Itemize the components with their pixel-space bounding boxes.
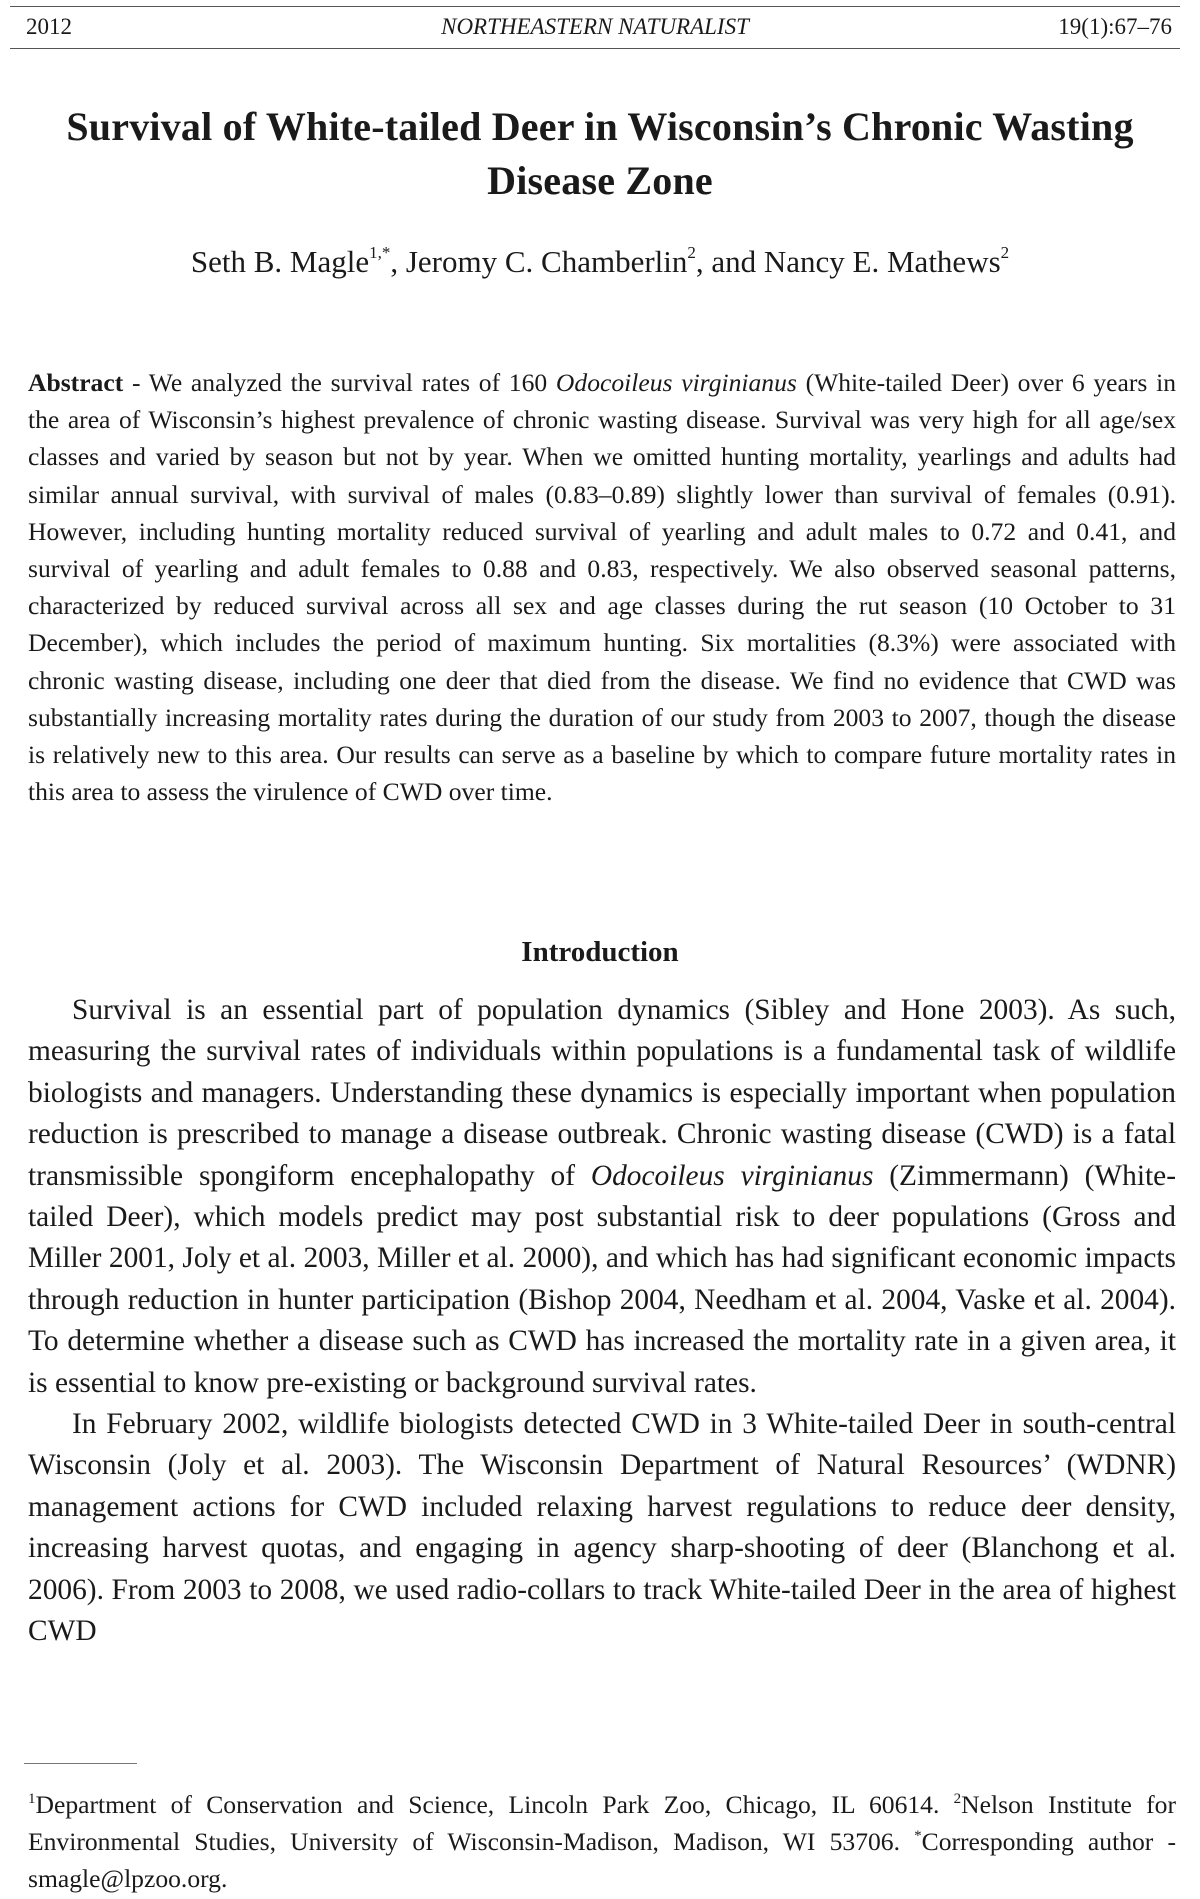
header-rule	[10, 48, 1180, 49]
author-separator: ,	[390, 244, 406, 279]
author-name: Seth B. Magle	[190, 244, 370, 279]
author-name: Nancy E. Mathews	[763, 244, 1001, 279]
author-affiliation-mark: 2	[687, 243, 696, 262]
species-name: Odocoileus virginianus	[590, 1159, 874, 1192]
paragraph-text: Survival is an essential part of population dynamics (Sibley and Hone 2003). As such, measuring the survival rates of individuals within populations is a fundamental task of wildlife biologists and managers. Understanding these dynamics is especially important when population reduction is prescribed to manage a disease outbreak. Chronic wasting disease (CWD) is a fatal transmissible spongiform encephalopathy of	[28, 994, 1176, 1192]
footnote-text: Department of Conservation and Science, Lincoln Park Zoo, Chicago, IL 60614.	[35, 1790, 954, 1819]
author-name: Jeromy C. Chamberlin	[405, 244, 688, 279]
abstract-text: (White-tailed Deer) over 6 years in the area of Wisconsin’s highest prevalence of chronic wasting disease. Survival was very high for all age/sex classes and varied by season but not by year. When we omitted hunting mortality, yearlings and adults had similar annual survival, with survival of males (0.83–0.89) slightly lower than survival of females (0.91). However, including hunting mortality reduced survival of yearling and adult males to 0.72 and 0.41, and survival of yearling and adult females to 0.88 and 0.83, respectively. We also observed seasonal patterns, characterized by reduced survival across all sex and age classes during the rut season (10 October to 31 December), which includes the period of maximum hunting. Six mortalities (8.3%) were associated with chronic wasting disease, including one deer that died from the disease. We find no evidence that CWD was substantially increasing mortality rates during the duration of our study from 2003 to 2007, though the disease is relatively new to this area. Our results can serve as a baseline by which to compare future mortality rates in this area to assess the virulence of CWD over time.	[28, 368, 1177, 807]
paragraph-text: (Zimmermann) (White-tailed Deer), which models predict may post substantial risk to deer populations (Gross and Miller 2001, Joly et al. 2003, Miller et al. 2000), and which has had significant economic impacts through reduction in hunter participation (Bishop 2004, Needham et al. 2004, Vaske et al. 2004). To determine whether a disease such as CWD has increased the mortality rate in a given area, it is essential to know pre-existing or background survival rates.	[28, 1159, 1176, 1399]
abstract-label: Abstract	[28, 368, 124, 397]
footnote-text: Nelson Institute for Environmental Studies, University of Wisconsin-Madison, Madison, WI 53706.	[28, 1790, 1176, 1856]
paragraph	[28, 990, 1176, 1404]
species-name: Odocoileus virginianus	[555, 368, 797, 397]
abstract-text: We analyzed the survival rates of 160	[148, 368, 556, 397]
top-rule	[10, 6, 1180, 7]
introduction-body	[28, 990, 1176, 1653]
running-head	[10, 12, 1180, 42]
section-heading-introduction: Introduction	[521, 936, 679, 968]
abstract-dash: -	[123, 368, 149, 397]
author-separator: , and	[695, 244, 764, 279]
author-list	[60, 242, 1140, 282]
abstract	[28, 364, 1176, 810]
footnote-rule	[24, 1763, 137, 1764]
article-title: Survival of White-tailed Deer in Wisconsin’s Chronic Wasting Disease Zone	[66, 104, 1134, 203]
footnote-mark: 2	[953, 1791, 962, 1807]
footnote-text: Corresponding author - smagle@lpzoo.org.	[28, 1827, 1176, 1893]
footnote-mark: 1	[28, 1791, 36, 1807]
running-head-year: 2012	[26, 14, 72, 39]
footnote	[28, 1786, 1176, 1897]
running-head-journal: NORTHEASTERN NATURALIST	[441, 14, 749, 39]
author-affiliation-mark: 1,*	[369, 243, 391, 262]
paragraph: In February 2002, wildlife biologists detected CWD in 3 White-tailed Deer in south-central Wisconsin (Joly et al. 2003). The Wisconsin Department of Natural Resources’ (WDNR) management actions for CWD included relaxing harvest regulations to reduce deer density, increasing harvest quotas, and engaging in agency sharp-shooting of deer (Blanchong et al. 2006). From 2003 to 2008, we used radio-collars to track White-tailed Deer in the area of highest CWD	[28, 1408, 1176, 1648]
footnote-mark: *	[914, 1828, 922, 1844]
running-head-citation: 19(1):67–76	[1058, 14, 1172, 39]
author-affiliation-mark: 2	[1000, 243, 1010, 262]
